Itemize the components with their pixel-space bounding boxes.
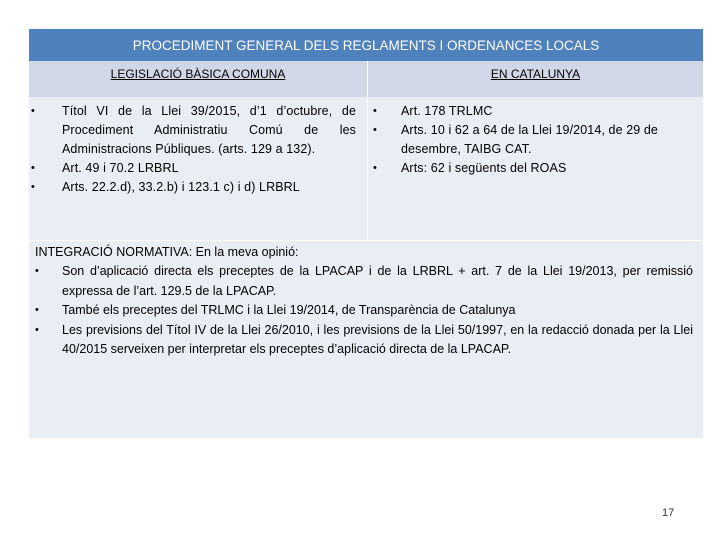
list-item-text: Son d’aplicació directa els preceptes de la LPACAP i de la LRBRL + art. 7 de la Llei 19/2013, per remissió expressa de l’art. 129.5 de la LPACAP.	[62, 264, 693, 298]
list-item-text: Les previsions del Títol IV de la Llei 26/2010, i les previsions de la Llei 50/1997, en la redacció donada per la Llei 40/2015 serveixen per interpretar els preceptes d’aplicació directa de la LPACAP.	[62, 322, 693, 356]
page-number: 17	[662, 507, 675, 519]
bullet-icon: •	[373, 162, 377, 174]
bullet-icon: •	[35, 304, 39, 316]
list-item-text: Art. 178 TRLMC	[401, 104, 493, 118]
bullet-icon: •	[35, 265, 39, 277]
bullet-icon: •	[31, 162, 35, 174]
integration-cell	[29, 240, 703, 438]
right-header-text: EN CATALUNYA	[490, 67, 581, 81]
list-item-text: Arts: 62 i següents del ROAS	[401, 161, 567, 175]
list-item	[373, 121, 696, 159]
left-column-header	[29, 61, 367, 97]
left-column-cell	[29, 97, 367, 240]
list-item-text: Art. 49 i 70.2 LRBRL	[62, 161, 179, 175]
right-column-header	[367, 61, 703, 97]
bullet-icon: •	[373, 105, 377, 117]
integration-list	[35, 262, 693, 360]
bullet-icon: •	[31, 181, 35, 193]
list-item-text: Arts. 22.2.d), 33.2.b) i 123.1 c) i d) LRBRL	[62, 180, 300, 194]
list-item	[373, 102, 696, 121]
list-item	[35, 301, 693, 321]
bullet-icon: •	[35, 323, 39, 336]
bullet-icon: •	[31, 105, 35, 117]
list-item	[31, 159, 356, 178]
table-title	[29, 29, 703, 61]
right-column-cell	[367, 97, 703, 240]
list-item	[373, 159, 696, 178]
list-item	[35, 262, 693, 301]
bullet-icon: •	[373, 124, 377, 136]
left-header-text: LEGISLACIÓ BÀSICA COMUNA	[110, 67, 286, 81]
title-text: PROCEDIMENT GENERAL DELS REGLAMENTS I ORDENANCES LOCALS	[132, 37, 600, 53]
list-item-text: Arts. 10 i 62 a 64 de la Llei 19/2014, de 29 de desembre, TAIBG CAT.	[401, 123, 658, 156]
list-item	[35, 321, 693, 360]
list-item-text: També els preceptes del TRLMC i la Llei 19/2014, de Transparència de Catalunya	[62, 303, 516, 317]
integration-heading: INTEGRACIÓ NORMATIVA: En la meva opinió:	[35, 245, 299, 259]
left-list	[31, 102, 356, 197]
list-item	[31, 102, 356, 159]
list-item	[31, 178, 356, 197]
right-list	[373, 102, 696, 178]
list-item-text: Títol VI de la Llei 39/2015, d’1 d’octubre, de Procediment Administratiu Comú de les Administracions Públiques. (arts. 129 a 132).	[62, 104, 356, 156]
